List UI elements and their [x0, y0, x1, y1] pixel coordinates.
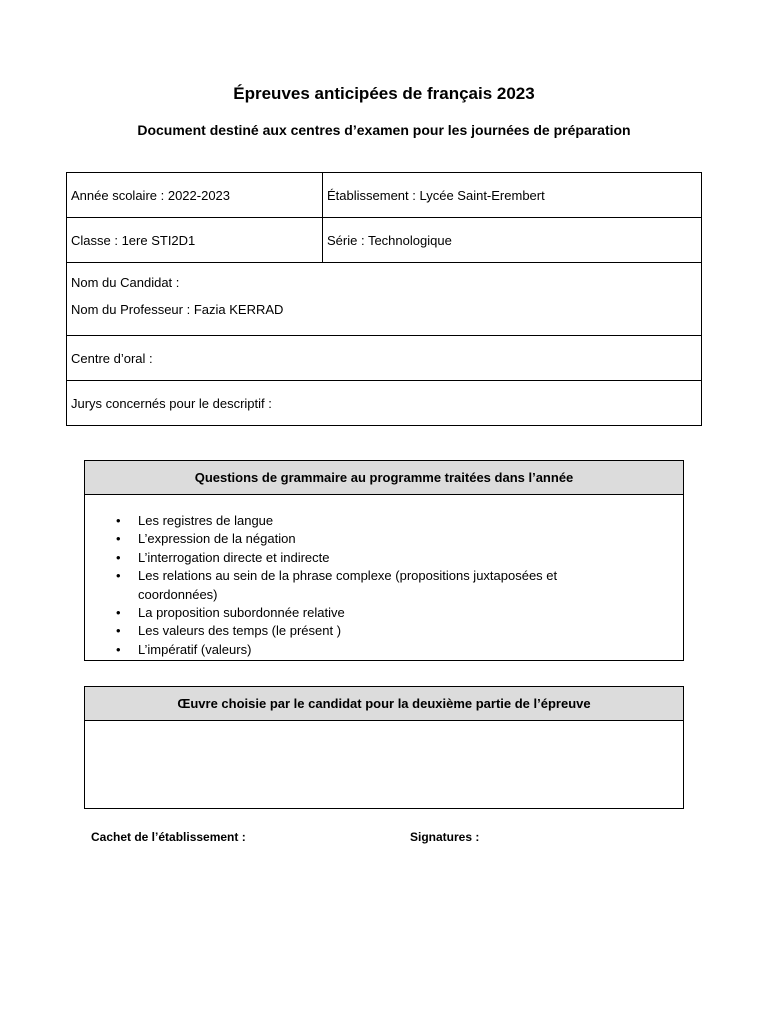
- list-item: • La proposition subordonnée relative: [138, 604, 608, 622]
- nom-candidat-label: Nom du Candidat :: [71, 275, 180, 290]
- list-item: • Les registres de langue: [138, 512, 608, 530]
- noms-cell: [67, 263, 702, 336]
- table-row: [67, 381, 702, 426]
- nom-professeur-label: Nom du Professeur : Fazia KERRAD: [71, 302, 284, 317]
- bullet-icon: •: [116, 568, 121, 584]
- table-row: [67, 336, 702, 381]
- bullet-icon: •: [116, 641, 121, 657]
- grammar-box: [84, 460, 684, 661]
- bullet-icon: •: [116, 549, 121, 565]
- bullet-icon: •: [116, 531, 121, 547]
- table-row: [67, 218, 702, 263]
- table-row: [67, 263, 702, 336]
- centre-oral-cell: Centre d’oral :: [67, 336, 702, 381]
- page-title: Épreuves anticipées de français 2023: [233, 84, 535, 103]
- list-item: • Les relations au sein de la phrase complexe (propositions juxtaposées et coordonnées): [116, 568, 558, 602]
- oeuvre-box: [84, 686, 684, 809]
- jurys-cell: Jurys concernés pour le descriptif :: [67, 381, 702, 426]
- signatures-label: Signatures :: [410, 830, 480, 844]
- cachet-label: Cachet de l’établissement :: [91, 830, 246, 844]
- page-subtitle: Document destiné aux centres d’examen pour les journées de préparation: [137, 122, 631, 138]
- classe-cell: Classe : 1ere STI2D1: [67, 218, 323, 263]
- list-item: • Les valeurs des temps (le présent ): [138, 622, 608, 640]
- bullet-icon: •: [116, 605, 121, 621]
- list-item: • L’impératif (valeurs): [138, 641, 608, 659]
- serie-cell: Série : Technologique: [323, 218, 702, 263]
- table-row: [67, 173, 702, 218]
- oeuvre-box-title: Œuvre choisie par le candidat pour la deuxième partie de l’épreuve: [85, 687, 683, 721]
- annee-scolaire-cell: Année scolaire : 2022-2023: [67, 173, 323, 218]
- list-item: • L’interrogation directe et indirecte: [138, 549, 608, 567]
- list-item: • L’expression de la négation: [138, 530, 608, 548]
- info-table: [66, 172, 702, 426]
- grammar-box-title: Questions de grammaire au programme traitées dans l’année: [85, 461, 683, 495]
- etablissement-cell: Établissement : Lycée Saint-Erembert: [323, 173, 702, 218]
- grammar-list: [85, 495, 683, 659]
- bullet-icon: •: [116, 623, 121, 639]
- bullet-icon: •: [116, 513, 121, 528]
